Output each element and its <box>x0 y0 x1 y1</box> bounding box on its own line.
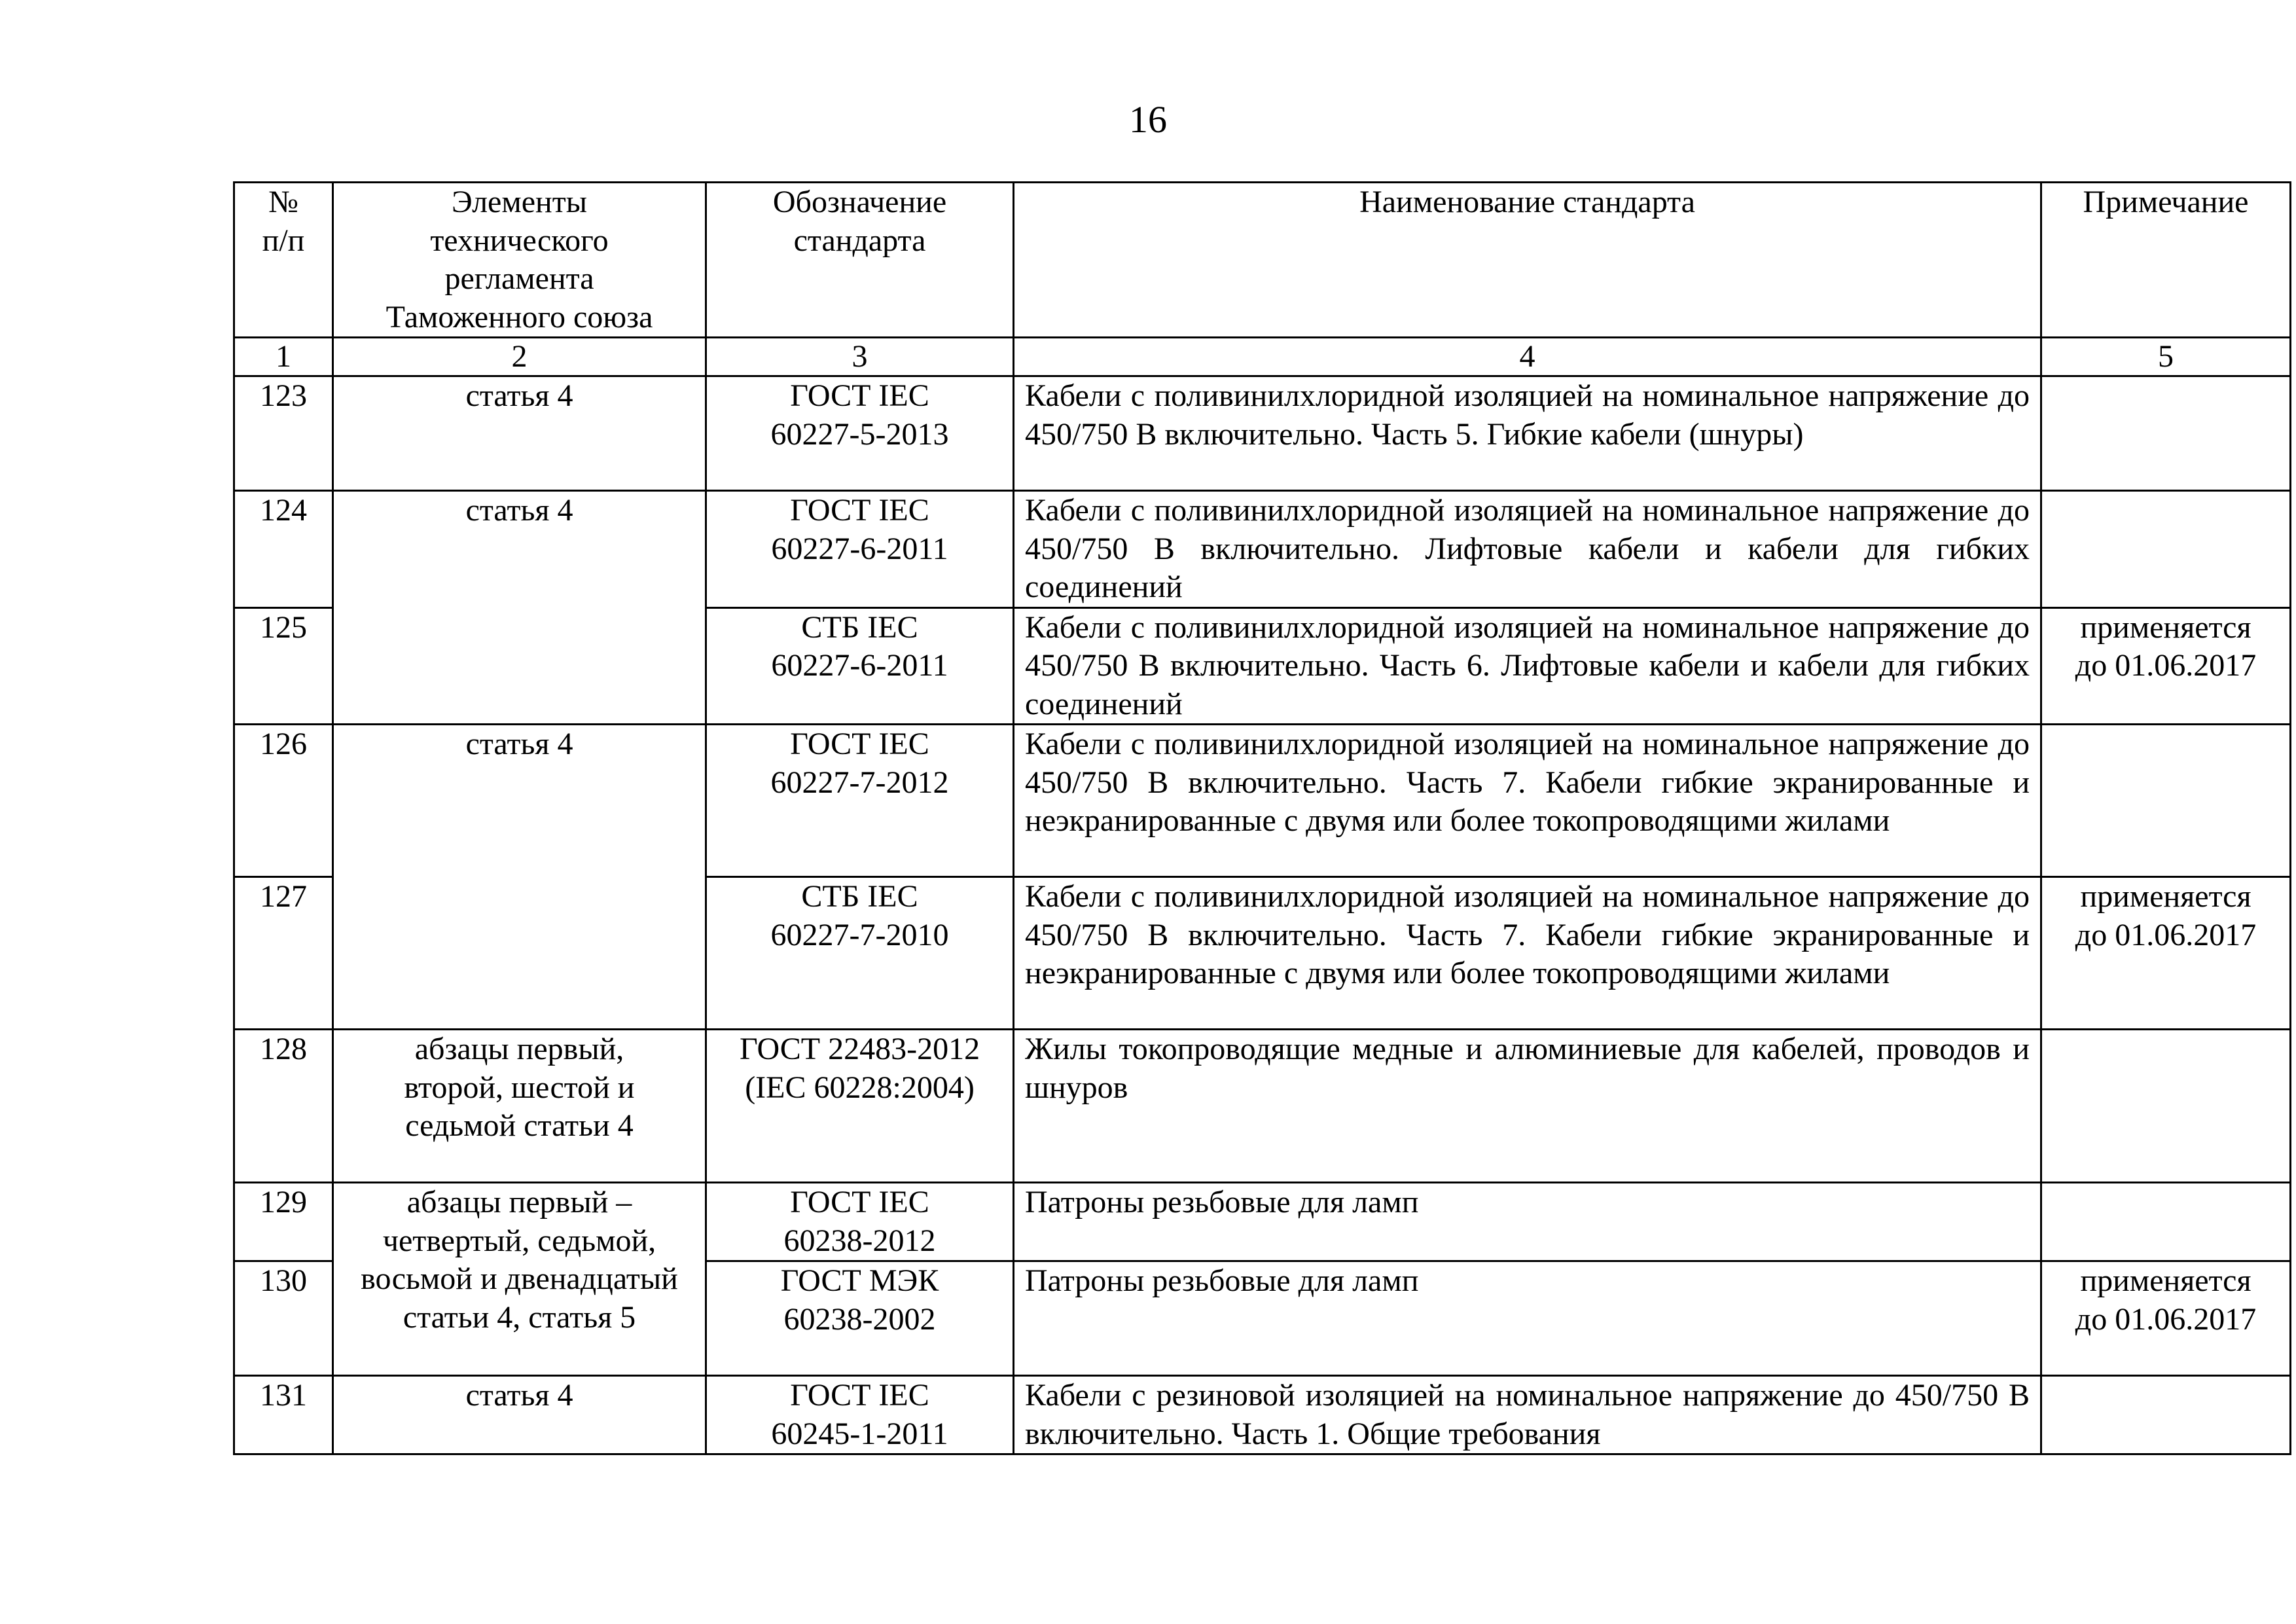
row-standard-name: Кабели с поливинилхлоридной изоляцией на номинальное напряжение до 450/750 В включительно. Лифтовые кабели и кабели для гибких соединений <box>1014 491 2041 608</box>
row-designation: ГОСТ IEC 60227-7-2012 <box>706 725 1014 877</box>
header-element: Элементы технического регламента Таможенного союза <box>333 183 706 338</box>
row-number: 125 <box>234 607 333 725</box>
table-row <box>234 1183 2291 1261</box>
page-number: 16 <box>1129 98 1167 141</box>
column-number: 5 <box>2041 338 2291 376</box>
table-row <box>234 725 2291 877</box>
column-number: 3 <box>706 338 1014 376</box>
table-row <box>234 376 2291 491</box>
row-note <box>2041 491 2291 608</box>
column-number: 1 <box>234 338 333 376</box>
row-number: 128 <box>234 1030 333 1183</box>
row-number: 123 <box>234 376 333 491</box>
row-standard-name: Кабели с поливинилхлоридной изоляцией на номинальное напряжение до 450/750 В включительно. Часть 7. Кабели гибкие экранированные и неэкранированные с двумя или более токопроводящими жилами <box>1014 725 2041 877</box>
row-element: статья 4 <box>333 1376 706 1454</box>
row-number: 124 <box>234 491 333 608</box>
column-number: 4 <box>1014 338 2041 376</box>
row-element: статья 4 <box>333 491 706 725</box>
row-designation: СТБ IEC 60227-7-2010 <box>706 877 1014 1030</box>
row-standard-name: Патроны резьбовые для ламп <box>1014 1261 2041 1376</box>
row-element: абзацы первый – четвертый, седьмой, восьмой и двенадцатый статьи 4, статья 5 <box>333 1183 706 1376</box>
row-designation: ГОСТ МЭК 60238-2002 <box>706 1261 1014 1376</box>
column-number-row <box>234 338 2291 376</box>
row-number: 130 <box>234 1261 333 1376</box>
column-number: 2 <box>333 338 706 376</box>
row-designation: ГОСТ IEC 60227-5-2013 <box>706 376 1014 491</box>
row-note <box>2041 1376 2291 1454</box>
table-header-row <box>234 183 2291 338</box>
row-element: абзацы первый, второй, шестой и седьмой статьи 4 <box>333 1030 706 1183</box>
row-designation: ГОСТ IEC 60238-2012 <box>706 1183 1014 1261</box>
row-designation: СТБ IEC 60227-6-2011 <box>706 607 1014 725</box>
header-note: Примечание <box>2041 183 2291 338</box>
row-standard-name: Жилы токопроводящие медные и алюминиевые для кабелей, проводов и шнуров <box>1014 1030 2041 1183</box>
table-row <box>234 491 2291 608</box>
row-note <box>2041 376 2291 491</box>
row-designation: ГОСТ IEC 60227-6-2011 <box>706 491 1014 608</box>
row-number: 131 <box>234 1376 333 1454</box>
row-element: статья 4 <box>333 376 706 491</box>
row-standard-name: Кабели с поливинилхлоридной изоляцией на номинальное напряжение до 450/750 В включительно. Часть 7. Кабели гибкие экранированные и неэкранированные с двумя или более токопроводящими жилами <box>1014 877 2041 1030</box>
header-number: № п/п <box>234 183 333 338</box>
table-row <box>234 1376 2291 1454</box>
row-note: применяется до 01.06.2017 <box>2041 1261 2291 1376</box>
row-standard-name: Кабели с резиновой изоляцией на номинальное напряжение до 450/750 В включительно. Часть 1. Общие требования <box>1014 1376 2041 1454</box>
row-note: применяется до 01.06.2017 <box>2041 607 2291 725</box>
header-name: Наименование стандарта <box>1014 183 2041 338</box>
row-element: статья 4 <box>333 725 706 1030</box>
table-row <box>234 1030 2291 1183</box>
row-number: 129 <box>234 1183 333 1261</box>
row-designation: ГОСТ 22483-2012 (IEC 60228:2004) <box>706 1030 1014 1183</box>
row-number: 126 <box>234 725 333 877</box>
row-standard-name: Кабели с поливинилхлоридной изоляцией на номинальное напряжение до 450/750 В включительно. Часть 6. Лифтовые кабели и кабели для гибких соединений <box>1014 607 2041 725</box>
header-designation: Обозначение стандарта <box>706 183 1014 338</box>
row-note <box>2041 1030 2291 1183</box>
row-note: применяется до 01.06.2017 <box>2041 877 2291 1030</box>
standards-table <box>233 181 2291 1455</box>
row-note <box>2041 1183 2291 1261</box>
row-note <box>2041 725 2291 877</box>
row-designation: ГОСТ IEC 60245-1-2011 <box>706 1376 1014 1454</box>
row-standard-name: Патроны резьбовые для ламп <box>1014 1183 2041 1261</box>
row-number: 127 <box>234 877 333 1030</box>
row-standard-name: Кабели с поливинилхлоридной изоляцией на номинальное напряжение до 450/750 В включительно. Часть 5. Гибкие кабели (шнуры) <box>1014 376 2041 491</box>
